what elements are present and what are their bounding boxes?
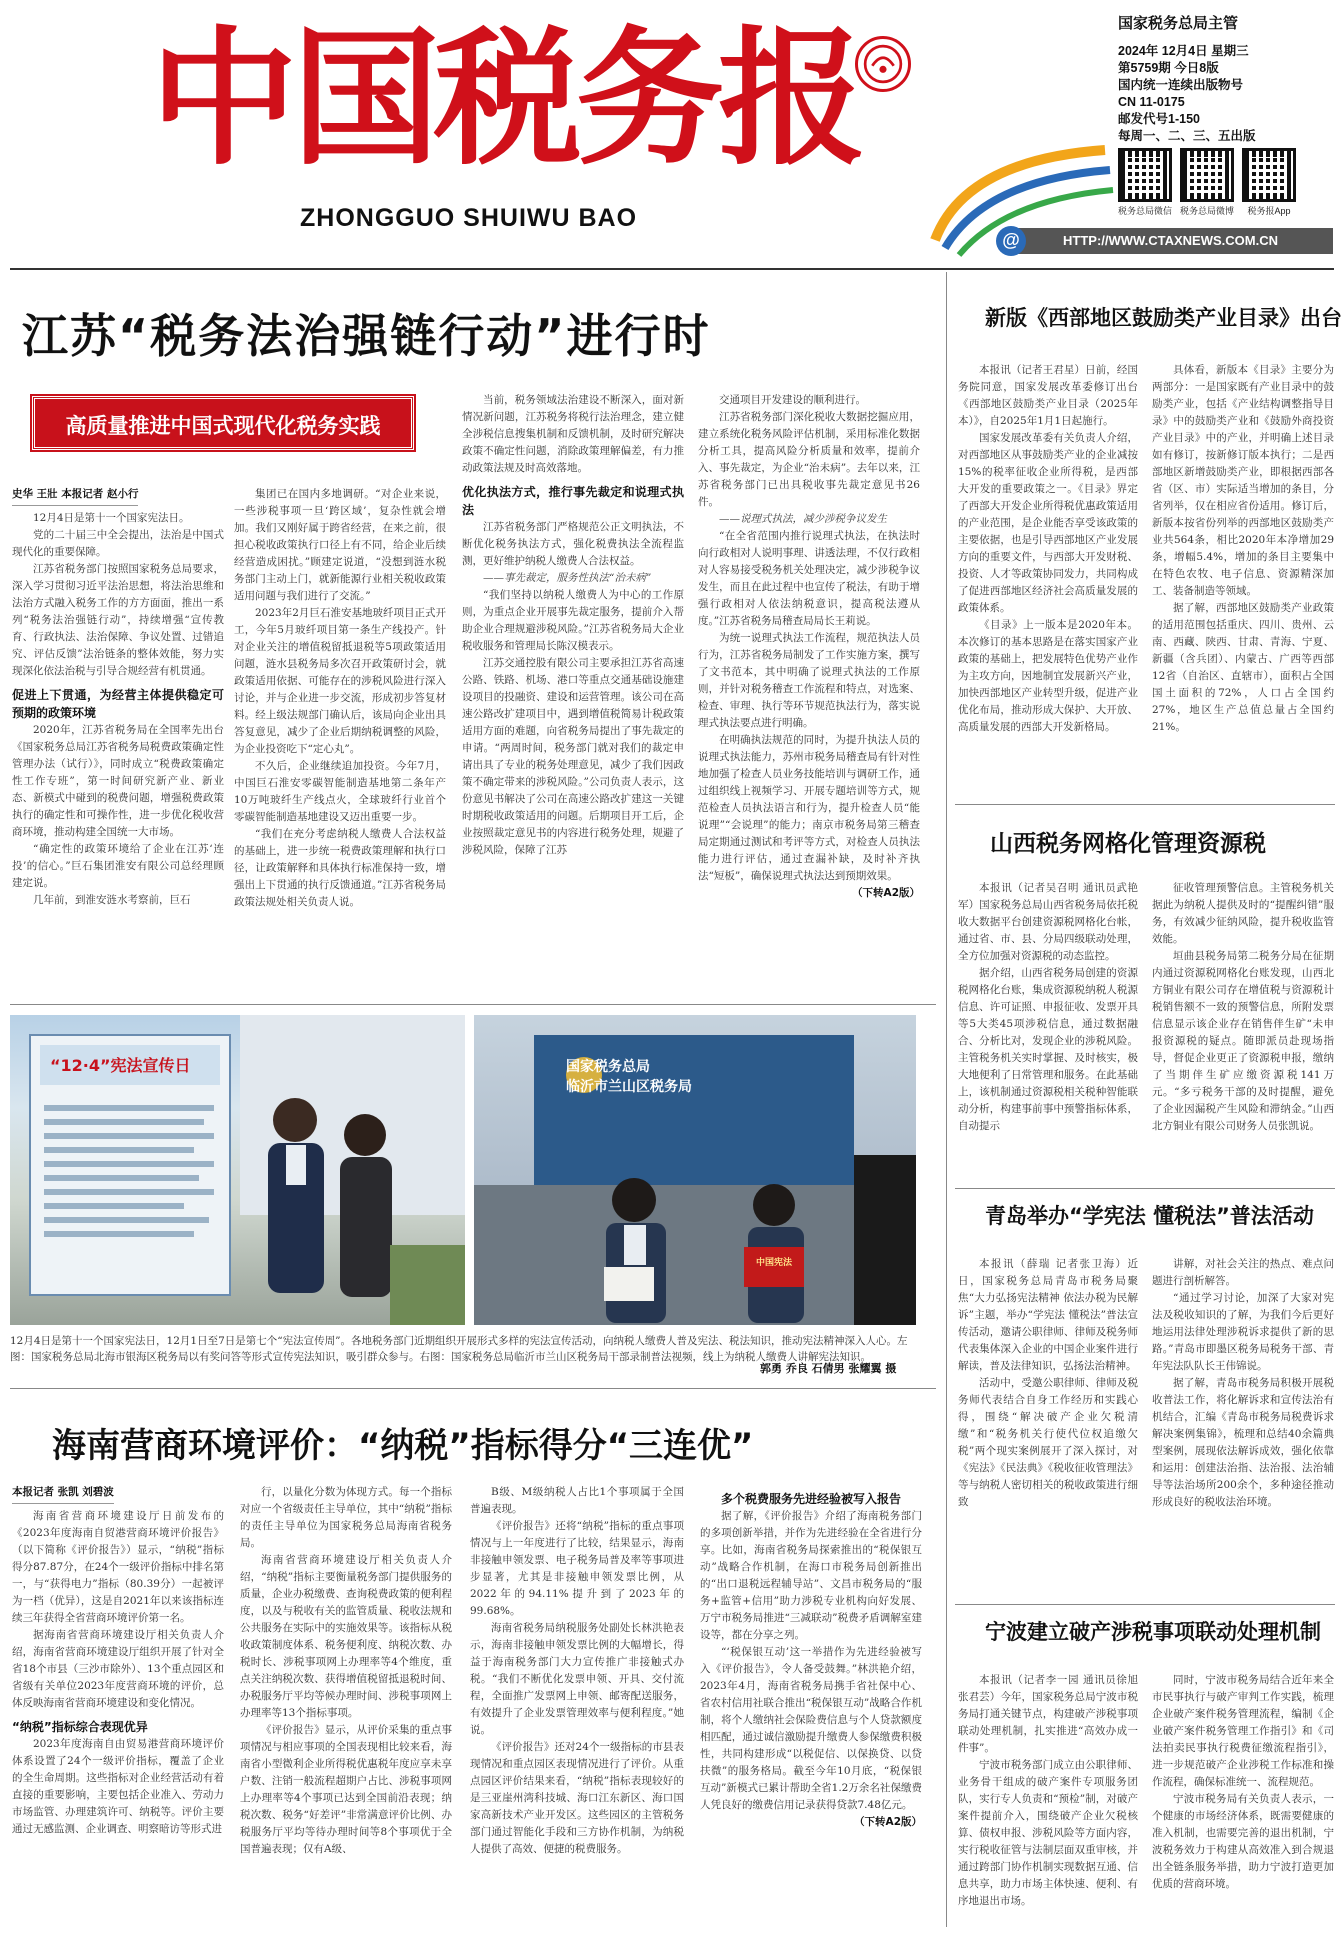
- newspaper-seal-icon: [855, 36, 911, 92]
- qr-code-row: [1118, 148, 1296, 217]
- lead-column-4: 交通项目开发建设的顺利进行。 江苏省税务部门深化税收大数据挖掘应用，建立系统化税务风险评估机制，采用标准化数据分析工具，提高风险分析质量和效率，提前介入、事先裁定，为企业“治未病”。去年以来，江苏省税务部门已出具税收事先裁定意见书26件。 ——说理式执法，减少涉税争议发生 “在全省范围内推行说理式执法，在执法时向行政相对人说明事理、讲透法理，不仅行政相对人容易接受税务机关处理决定，减少涉税争议发生，而且在此过程中也宣传了税法，有助于增强行政相对人依法纳税意识，提高税法遵从度。”江苏省税务局稽查局局长王莉说。 为统一说理式执法工作流程，规范执法人员行为，江苏省税务局制发了工作实施方案，撰写了文书范本，其中明确了说理式执法的工作原则，并针对税务稽查工作流程和特点，对选案、检查、审理、执行等环节规范执法行为，落实说理式执法要点进行明确。 在明确执法规范的同时，为提升执法人员的说理式执法能力，苏州市税务局稽查局有针对性地加强了检查人员业务技能培训与调研工作，通过组织线上视频学习、开展专题培训等方式，规范检查人员执法语言和行为，提升检查人员“能说理”“会说理”的能力；南京市税务局第三稽查局定期通过测试和考评等方式，对检查人员执法能力进行评估，通过查漏补缺，及时补齐执法“短板”，确保说理式执法达到预期效果。 （下转A2版）: [698, 392, 920, 996]
- issue-line: 每周一、二、三、五出版: [1118, 129, 1256, 143]
- photo-left-board-title: “12·4”宪法宣传日: [50, 1056, 191, 1075]
- qingdao-col-2: 讲解，对社会关注的热点、难点问题进行剖析解答。 “通过学习讨论，加深了大家对宪法及税收知识的了解，为我们今后更好地运用法律处理涉税诉求提供了新的思路。”青岛市即墨区税务局税务干部、青年宪法队队长王伟锦说。 据了解，青岛市税务局积极开展税收普法工作，将化解诉求和宣传法治有机结合，汇编《青岛市税务局税费诉求解决案例集锦》，梳理和总结40余篇典型案例，展现依法解诉成效，强化依靠和运用：创建法治指、法治报、法治辅导等法治场所200余个，多种途径推动形成良好的税收法治环境。: [1152, 1258, 1334, 1508]
- photo-credit: 郭勇 乔良 石倩男 张耀翼 摄: [760, 1362, 897, 1375]
- hainan-column-4: 多个税费服务先进经验被写入报告 据了解，《评价报告》介绍了海南税务部门的多项创新举措，并作为先进经验在全省进行分享。比如，海南省税务局探索推出的“税保银互动”战略合作机制，在海口市税务局创新推出的“出口退税远程辅导站”、文昌市税务局的“服务+监管+信用”助力涉税专业机构向好发展、万宁市税务局推进“三减联动”税费矛盾调解室建设等，都在分享之列。 “‘税保银互动’这一举措作为先进经验被写入《评价报告》，令人备受鼓舞。”林洪艳介绍，2023年4月，海南省税务局携手省社保中心、省农村信用社联合推出“税保银互动”战略合作机制，将个人缴纳社会保险费信息与个人贷款额度相匹配，通过诚信激励提升缴费人参保缴费积极性，共同构建形成“以税促信、以保换贷、以贷扶微”的服务格局。截至今年10月底，“税保银互动”新模式已累计帮助全省1.2万余名社保缴费人凭良好的缴费信用记录获得贷款7.48亿元。 （下转A2版）: [700, 1484, 922, 1924]
- issue-line: 邮发代号1-150: [1118, 112, 1200, 126]
- hainan-headline: 海南营商环境评价：“纳税”指标得分“三连优”: [52, 1426, 754, 1466]
- website-url[interactable]: HTTP://WWW.CTAXNEWS.COM.CN: [1008, 228, 1333, 254]
- lead-headline: 江苏“税务法治强链行动”进行时: [22, 309, 711, 363]
- section-rule: [10, 1004, 936, 1005]
- ningbo-col-1: 本报讯（记者李一园 通讯员徐旭 张君芸）今年，国家税务总局宁波市税务局打通关键节点，构建破产涉税事项联动处理机制，扎实推进“高效办成一件事”。 宁波市税务部门成立由公职律师、业务骨干组成的破产案件专项服务团队，实行专人负责和“预检”制，对破产案件提前介入，围绕破产企业欠税核算、债权申报、涉税风险等方面内容，实行税收征管与法制层面双重审核，并通过跨部门协作机制实现数据互通、信息共享，助力市场主体快速、便利、有序地退出市场。: [958, 1674, 1138, 1907]
- section-rule: [955, 804, 1335, 805]
- ningbo-col-2: 同时，宁波市税务局结合近年来全市民事执行与破产审判工作实践，梳理企业破产案件税务管理流程，编制《企业破产案件税务管理工作指引》和《司法拍卖民事执行税费征缴流程指引》，进一步规范破产企业涉税工作标准和操作流程，确保标准统一、流程规范。 宁波市税务局有关负责人表示，一个健康的市场经济体系，既需要健康的准入机制，也需要完善的退出机制，宁波税务效力于构建从高效准入到合规退出全链条服务举措，助力宁波打造更加优质的营商环境。: [1152, 1674, 1334, 1890]
- hainan-column-3: B级、M级纳税人占比1个事项属于全国普遍表现。 《评价报告》还将“纳税”指标的重点事项情况与上一年度进行了比较，结果显示，海南非接触申领发票、电子税务局普及率等事项进步显著，尤其是非接触申领发票比例，从2022年的94.11%提升到了2023年的99.68%。 海南省税务局纳税服务处副处长林洪艳表示，海南非接触申领发票比例的大幅增长，得益于海南税务部门大力宣传推广非接触式办税。“我们不断优化发票申领、开具、交付流程，全面推广发票网上申领、邮寄配送服务，有效提升了企业发票管理效率与便利程度。”她说。 《评价报告》还对24个一级指标的市县表现情况和重点园区表现情况进行了评价。从重点园区评价结果来看，“纳税”指标表现较好的是三亚崖州湾科技城、海口江东新区、海口国家高新技术产业开发区。这些园区的主管税务部门通过智能化手段和三方协作机制，为纳税人提供了高效、便捷的税费服务。: [470, 1486, 684, 1855]
- lead-subhead-1: 促进上下贯通，为经营主体提供稳定可预期的政策环境: [12, 688, 224, 720]
- qingdao-headline: 青岛举办“学宪法 懂税法”普法活动: [985, 1204, 1314, 1228]
- qr-weibo[interactable]: 税务总局微博: [1180, 148, 1234, 217]
- lead-byline: 史华 王壯 本报记者 赵小行: [12, 486, 138, 506]
- ningbo-headline: 宁波建立破产涉税事项联动处理机制: [985, 1620, 1321, 1644]
- issue-line: 国内统一连续出版物号: [1118, 78, 1244, 92]
- column-divider: [946, 272, 947, 1927]
- lead-column-1: 史华 王壯 本报记者 赵小行 12月4日是第十一个国家宪法日。 党的二十届三中全会提出，法治是中国式现代化的重要保障。 江苏省税务部门按照国家税务总局要求，深入学习贯彻习近平法治思想，将法治思维和法治方式融入税务工作的方方面面，推出一系列“税务法治强链行动”，持续增强“宣传教育、行政执法、法治保障、争议处置、过错追究、评估反馈”法治链条的整体效能，努力实现深化依法治税与引导合规经营有机贯通。 促进上下贯通，为经营主体提供稳定可预期的政策环境 2020年，江苏省税务局在全国率先出台《国家税务总局江苏省税务局税费政策确定性管理办法（试行）》，同时成立“税费政策确定性工作专班”，第一时间研究新产业、新业态、新模式中碰到的税费问题，增强税费政策执行的确定性和可操作性，进一步优化税收营商环境，推动构建全国统一大市场。 “确定性的政策环境给了企业在江苏‘连投’的信心。”巨石集团淮安有限公司总经理顾建定说。 几年前，到淮安涟水考察前，巨石: [12, 488, 224, 906]
- masthead-rule: [10, 268, 1334, 270]
- photo-caption: 12月4日是第十一个国家宪法日，12月1日至7日是第七个“宪法宣传周”。各地税务部门近期组织开展形式多样的宪法宣传活动，向纳税人缴费人普及宪法、税法知识，推动宪法精神深入人心。左图：国家税务总局北海市银海区税务局以有奖问答等形式宣传宪法知识，吸引群众参与。右图：国家税务总局临沂市兰山区税务局干部录制普法视频，线上为纳税人缴费人讲解宪法知识。: [10, 1335, 908, 1363]
- hainan-subhead-1: “纳税”指标综合表现优异: [12, 1720, 148, 1734]
- hainan-column-1: 本报记者 张凯 刘碧波 海南省营商环境建设厅日前发布的《2023年度海南自贸港营商环境评价报告》（以下简称《评价报告》）显示，“纳税”指标得分87.87分，在24个一级评价指标中排名第一，与“获得电力”指标（80.39分）一起被评为一档（优异），这是自2021年以来该指标连续三年获得全省营商环境评价第一名。 据海南省营商环境建设厅相关负责人介绍，海南省营商环境建设厅组织开展了针对全省18个市县（三沙市除外）、13个重点园区和省级有关单位2023年度营商环境的评价，总体反映海南省营商环境建设和变化情况。 “纳税”指标综合表现优异 2023年度海南自由贸易港营商环境评价体系设置了24个一级评价指标，覆盖了企业的全生命周期。这些指标对企业经营活动有着直接的重要影响，主要包括企业准入、劳动力市场监管、办理建筑许可、纳税等。评价主要通过无感监测、企业调查、明察暗访等形式进: [12, 1486, 224, 1835]
- photo-right-video-recording: [474, 1015, 916, 1325]
- qr-code-icon: [1118, 148, 1172, 202]
- supervisor-line: 国家税务总局主管: [1118, 15, 1239, 32]
- continue-note: （下转A2版）: [854, 1816, 922, 1828]
- issue-info: [1118, 12, 1333, 145]
- lead-column-2: 集团已在国内多地调研。“对企业来说，一些涉税事项一旦‘跨区域’，复杂性就会增加。我们又刚好属于跨省经营，在来之前，很担心税收政策执行口径上有不同，给企业后续经营造成困扰。”顾建定说道，“没想到涟水税务部门主动上门，就新能源行业相关税收政策适用问题与我们进行了交流。” 2023年2月巨石淮安基地玻纤项目正式开工，今年5月玻纤项目第一条生产线投产。针对企业关注的增值税留抵退税等5项政策适用问题，涟水县税务局多次召开政策研讨会，就政策适用依据、可能存在的涉税风险进行深入讨论，并与企业进一步交流，形成初步答复材料。经上级法规部门确认后，该局向企业出具答复意见，减少了企业后期纳税调整的风险，为企业投资吃下“定心丸”。 不久后，企业继续追加投资。今年7月，中国巨石淮安零碳智能制造基地第二条年产10万吨玻纤生产线点火，全球玻纤行业首个零碳智能制造基地建设又迈出重要一步。 “我们在充分考虑纳税人缴费人合法权益的基础上，进一步统一税费政策理解和执行口径，让政策解释和具体执行标准保持一致，增强出上下贯通的执行反馈通道。”江苏省税务局政策法规处相关负责人说。: [234, 488, 446, 908]
- qr-wechat[interactable]: 税务总局微信: [1118, 148, 1172, 217]
- section-rule: [10, 1388, 936, 1389]
- shanxi-headline: 山西税务网格化管理资源税: [990, 831, 1266, 857]
- newspaper-title: 中国税务报: [150, 11, 860, 185]
- newspaper-pinyin: ZHONGGUO SHUIWU BAO: [300, 204, 638, 232]
- section-rule: [955, 1604, 1335, 1605]
- west-industry-col-1: 本报讯（记者王君星）日前，经国务院同意，国家发展改革委修订出台《西部地区鼓励类产业目录（2025年本）》，自2025年1月1日起施行。 国家发展改革委有关负责人介绍，对西部地区从事鼓励类产业的企业减按15%的税率征收企业所得税，是西部大开发的重要政策之一。《目录》界定了西部大开发企业所得税优惠政策适用的产业范围，是企业能否享受该政策的主要依据，也是引导西部地区产业发展方向的重要文件，与西部大开发财税、投资、人才等政策协同发力，共同构成了促进西部地区经济社会高质量发展的政策体系。 《目录》上一版本是2020年本。本次修订的基本思路是在落实国家产业政策的基础上，把发展特色优势产业作为主攻方向，因地制宜发展新兴产业，加快西部地区产业转型升级，促进产业优化布局，推动形成大保护、大开放、高质量发展的西部大开发新格局。: [958, 364, 1138, 733]
- at-sign-icon: @: [996, 226, 1026, 256]
- shanxi-col-2: 征收管理预警信息。主管税务机关据此为纳税人提供及时的“提醒纠错”服务，有效减少征纳风险，提升税收监管效能。 垣曲县税务局第二税务分局在征期内通过资源税网格化台账发现，山西北方铜业有限公司存在增值税与资源税计税销售额不一致的预警信息，所附发票信息显示该企业存在销售伴生矿“未申报资源税的疑点。随即派员赴现场指导，督促企业更正了资源税申报，缴纳了当期伴生矿应缴资源税141万元。“多亏税务干部的及时提醒，避免了企业因漏税产生风险和滞纳金。”山西北方铜业有限公司财务人员张凯说。: [1152, 882, 1334, 1132]
- lead-column-3: 当前，税务领域法治建设不断深入，面对新情况新问题，江苏税务将税行法治理念，建立健全涉税信息搜集机制和反馈机制，及时研究解决政策不确定性问题，消除政策理解偏差，有力推动政策法规及时高效落地。 优化执法方式，推行事先裁定和说理式执法 江苏省税务部门严格规范公正文明执法，不断优化税务执法方式，强化税费执法全流程监测，更好维护纳税人缴费人合法权益。 ——事先裁定，服务性执法“治未病” “我们坚持以纳税人缴费人为中心的工作原则，为重点企业开展事先裁定服务，提前介入帮助企业合理规避涉税风险。”江苏省税务局大企业税收服务和管理局长陈汉模表示。 江苏交通控股有限公司主要承担江苏省高速公路、铁路、机场、港口等重点交通基础设施建设项目的投融资、建设和运营管理。该公司在高速公路改扩建项目中，遇到增值税简易计税政策适用方面的难题，向省税务局提出了事先裁定的申请。“两周时间，税务部门就对我们的裁定申请出具了专业的税务处理意见，减少了我们因政策不确定带来的涉税风险。”公司负责人表示，这份意见书解决了公司在高速公路改扩建这一关键时期税收政策适用的问题。后期项目开工后，企业按照裁定意见书的内容进行税务处理，规避了涉税风险，保障了江苏: [462, 394, 684, 856]
- continue-note: （下转A2版）: [852, 887, 920, 899]
- issue-line: 第5759期 今日8版: [1118, 61, 1219, 75]
- west-industry-col-2: 具体看，新版本《目录》主要分为两部分：一是国家既有产业目录中的鼓励类产业，包括《产业结构调整指导目录》中的鼓励类产业和《鼓励外商投资产业目录》中的产业，并明确上述目录如有修订，按新修订版本执行；二是西部地区新增鼓励类产业，即根据西部各省（区、市）实际适当增加的条目，分省列举，仅在相应省份适用。修订后，新版本按省份列举的西部地区鼓励类产业共564条，相比2020年本净增加29条，增幅5.4%，增加的条目主要集中在特色农牧、电子信息、资源精深加工、装备制造等领域。 据了解，西部地区鼓励类产业政策的适用范围包括重庆、四川、贵州、云南、西藏、陕西、甘肃、青海、宁夏、新疆（含兵团）、内蒙古、广西等西部12省（自治区、直辖市），面积占全国国土面积的72%，人口占全国约27%，地区生产总值总量占全国约21%。: [1152, 364, 1334, 733]
- qingdao-col-1: 本报讯（薛瑞 记者张卫海）近日，国家税务总局青岛市税务局聚焦“大力弘扬宪法精神 依法办税为民解诉”主题，举办“学宪法 懂税法”普法宣传活动，邀请公职律师、律师及税务师代表集体深入企业的中国企业案件进行解读，普及法律知识，弘扬法治精神。 活动中，受邀公职律师、律师及税务师代表结合自身工作经历和实践心得，围绕“解决破产企业欠税清缴”和“税务机关行使代位权追缴欠税”两个现实案例展开了深入探讨，对《宪法》《民法典》《税收征收管理法》等与纳税人密切相关的税收政策进行细致: [958, 1258, 1138, 1508]
- photo-right-book-label: 中国宪法: [755, 1258, 792, 1268]
- photo-right-sign: 国家税务总局 临沂市兰山区税务局: [566, 1059, 692, 1095]
- theme-banner: 高质量推进中国式现代化税务实践: [32, 396, 414, 450]
- qr-code-icon: [1242, 148, 1296, 202]
- issue-line: CN 11-0175: [1118, 95, 1185, 109]
- hainan-byline: 本报记者 张凯 刘碧波: [12, 1484, 114, 1504]
- masthead: [0, 0, 1344, 262]
- section-rule: [955, 1188, 1335, 1189]
- photo-left-constitution-day: [10, 1015, 465, 1325]
- west-industry-headline: 新版《西部地区鼓励类产业目录》出台: [985, 306, 1342, 330]
- qr-app[interactable]: 税务报App: [1242, 148, 1296, 217]
- shanxi-col-1: 本报讯（记者吴召明 通讯员武艳军）国家税务总局山西省税务局依托税收大数据平台创建资源税网格化台帐，通过省、市、县、分局四级联动处理，全方位加强对资源税的动态监控。 据介绍，山西省税务局创建的资源税网格化台账，集成资源税纳税人税源信息、许可证照、申报征收、发票开具等5大类45项涉税信息，通过数据融合、分析比对，发现企业的涉税风险。主管税务机关实时掌握、及时核实，极大地便利了日常管理和服务。在此基础上，该机制通过资源税相关税种智能联动分析，构建事前事中预警指标体系，自动提示: [958, 882, 1138, 1132]
- hainan-subhead-2: 多个税费服务先进经验被写入报告: [720, 1492, 901, 1506]
- issue-line: 2024年 12月4日 星期三: [1118, 44, 1249, 58]
- lead-subhead-2: 优化执法方式，推行事先裁定和说理式执法: [462, 485, 684, 517]
- hainan-column-2: 行，以量化分数为体现方式。每一个指标对应一个省级责任主导单位，其中“纳税”指标的责任主导单位为国家税务总局海南省税务局。 海南省营商环境建设厅相关负责人介绍，“纳税”指标主要衡量税务部门提供服务的质量，企业办税缴费、查询税费政策的便利程度，以及与税收有关的监管质量、税收法规和公共服务在实际中的实施效果等。该指标从税收政策制度体系、税务便利度、纳税次数、办税时长、涉税事项网上办理率等4个维度，重点关注纳税次数、获得增值税留抵退税时间、办税服务厅平均等候办理时间、涉税事项网上办理率等13个指标事项。 《评价报告》显示，从评价采集的重点事项情况与相应事项的全国表现相比较来看，海南省小型微利企业所得税优惠税年度应享未享户数、注销一般流程超期户占比、涉税事项网上办理率等4个事项已达到全国前沿表现；纳税次数、税务“好差评”非常满意评价比例、办税服务厅平均等待办理时间等8个事项优于全国普遍表现；仅有A级、: [240, 1486, 452, 1855]
- qr-code-icon: [1180, 148, 1234, 202]
